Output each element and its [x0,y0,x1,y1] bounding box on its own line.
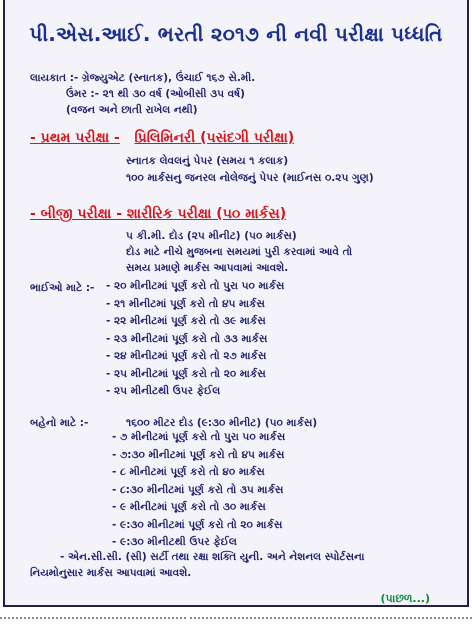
page-title: પી.એસ.આઈ. ભરતી ૨૦૧૭ ની નવી પરીક્ષા પધ્ધતિ [29,22,443,46]
physical-run-distance: ૫ કી.મી. દોડ (૨૫ મીનીટ) (૫૦ માર્કસ) [126,230,297,242]
list-item: - ૮:૩૦ મીનીટમાં પૂર્ણ કરો તો ૩૫ માર્કસ [112,483,284,496]
list-item: - ૮ મીનીટમાં પૂર્ણ કરો તો ૪૦ માર્કસ [112,466,265,478]
list-item: - ૨૨ મીનીટમાં પૂર્ણ કરો તો ૩૯ માર્કસ [106,315,266,327]
eligibility-age: ઉંમર :- ૨૧ થી ૩૦ વર્ષ (ઓબીસી ૩૫ વર્ષ) [66,88,245,100]
physical-run-rule-cont: સમય પ્રમાણે માર્કસ આપવામાં આવશે. [126,262,289,274]
prelim-heading [30,128,294,148]
prelim-heading-title: પ્રિલિમિનરી (પસંદગી પરીક્ષા) [134,130,295,146]
list-item: - ૭:૩૦ મીનીટમાં પૂર્ણ કરો તો ૪૫ માર્કસ [112,448,285,461]
dotted-divider-left [0,617,186,619]
women-list [112,429,285,552]
dotted-divider-right [190,617,472,619]
list-item: - ૭ મીનીટમાં પૂર્ણ કરો તો પુરા ૫૦ માર્કસ [112,431,286,443]
prelim-paper-level: સ્નાતક લેવલનું પેપર (સમય ૧ કલાક) [126,155,289,167]
list-item: - ૯:૩૦ મીનીટમાં પૂર્ણ કરો તો ૨૦ માર્કસ [112,518,283,531]
physical-heading-text: - બીજી પરીક્ષા - શારીરિક પરીક્ષા (૫૦ માર્કસ) [30,206,287,222]
list-item: - ૯:૩૦ મીનીટથી ઉપર ફેઈલ [112,536,237,548]
prelim-paper-marks: ૧૦૦ માર્કસનુ જનરલ નોલેજનું પેપર (માઈનસ ૦.૨૫ ગુણ) [126,172,374,184]
physical-heading [30,204,286,224]
continue-label: (પાછળ...) [380,592,430,605]
men-label: ભાઈઓ માટે :- [30,282,95,294]
list-item: - ૨૦ મીનીટમાં પૂર્ણ કરો તો પુરા ૫૦ માર્કસ [106,280,285,292]
ncc-note: - એન.સી.સી. (સી) સર્ટી તથા રક્ષા શક્તિ યુની. અને નેશનલ સ્પોર્ટસના [60,551,365,563]
men-list [106,278,284,401]
eligibility-qualification: લાયકાત :- ગ્રેજ્યુએટ (સ્નાતક), ઉંચાઈ ૧૬૭ સે.મી. [30,72,256,84]
list-item: - ૨૫ મીનીટથી ઉપર ફેઈલ [106,385,221,397]
list-item: - ૨૪ મીનીટમાં પૂર્ણ કરો તો ૨૭ માર્કસ [106,350,267,362]
list-item: - ૨૫ મીનીટમાં પૂર્ણ કરો તો ૨૦ માર્કસ [106,367,266,380]
ncc-note-cont: નિયમોનુસાર માર્કસ આપવામાં આવશે. [30,567,192,579]
eligibility-note: (વજન અને છાતી રાખેલ નથી) [66,104,198,116]
list-item: - ૨૧ મીનીટમાં પૂર્ણ કરો તો ૪૫ માર્કસ [106,297,265,310]
women-label: બહેનો માટે :- [30,417,89,429]
prelim-heading-prefix: - પ્રથમ પરીક્ષા - [30,130,120,146]
list-item: - ૯ મીનીટમાં પૂર્ણ કરો તો ૩૦ માર્કસ [112,501,266,513]
women-run-distance: ૧૬૦૦ મીટર દોડ (૯:૩૦ મીનીટ) (૫૦ માર્કસ) [126,417,318,429]
list-item: - ૨૩ મીનીટમાં પૂર્ણ કરો તો ૩૩ માર્કસ [106,332,268,345]
physical-run-rule: દોડ માટે નીચે મુજબના સમયમાં પુરી કરવામાં આવે તો [126,246,353,258]
